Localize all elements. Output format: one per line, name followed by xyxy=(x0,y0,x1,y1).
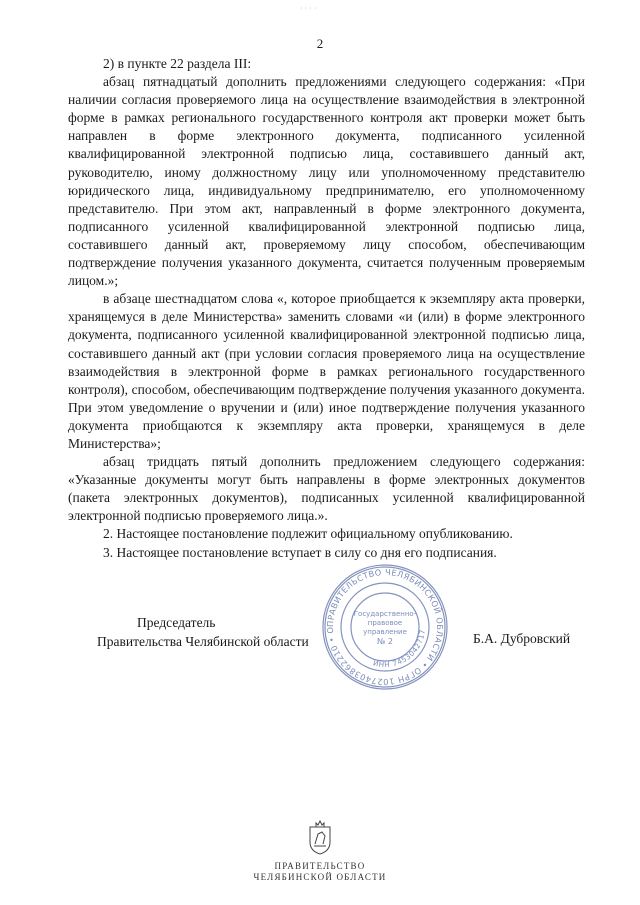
stamp-inner-text: ИНН 7453042717 xyxy=(372,628,427,670)
paragraph-4: абзац тридцать пятый дополнить предложением следующего содержания: «Указанные документы могут быть направлены в форме электронных документов (пакета электронных документов), подписанных усиленной квалифицированной электронной подписью проверяемого лица.». xyxy=(68,454,585,524)
official-stamp xyxy=(320,562,450,692)
stamp-outer-text: ПРАВИТЕЛЬСТВО ЧЕЛЯБИНСКОЙ ОБЛАСТИ • ОГРН 1027403862210 • О xyxy=(324,566,446,688)
page-number: 2 xyxy=(316,36,324,51)
stamp-center-line4: № 2 xyxy=(377,637,393,646)
stamp-center-line1: Государственно- xyxy=(353,610,417,618)
paragraph-3: в абзаце шестнадцатом слова «, которое приобщается к экземпляру акта проверки, хранящемуся в деле Министерства» заменить словами «и (или) в форме электронного документа, подписанного усиленной квалифицированной электронной подписью лица, составившего данный акт (при условии согласия проверяемого лица на осуществление взаимодействия в электронной форме в рамках регионального государственного контроля), способом, обеспечивающим подтверждение получения указанного документа. При этом уведомление о вручении и (или) иное подтверждение получения указанного документа приобщаются к экземпляру акта проверки, хранящемуся в деле Министерства»; xyxy=(68,291,585,451)
coat-of-arms-icon xyxy=(305,818,335,856)
stamp-center-line3: управление xyxy=(363,628,407,636)
footer xyxy=(0,818,640,883)
paragraph-6: 3. Настоящее постановление вступает в силу со дня его подписания. xyxy=(103,544,497,560)
paragraph-1: 2) в пункте 22 раздела III: xyxy=(103,56,252,71)
footer-line2: ЧЕЛЯБИНСКОЙ ОБЛАСТИ xyxy=(253,872,387,882)
signatory-title-line1: Председатель xyxy=(137,615,216,630)
signatory-title-line2: Правительства Челябинской области xyxy=(97,634,309,649)
stamp-seal-icon xyxy=(320,562,450,692)
scan-specks: · · · · xyxy=(300,4,317,13)
paragraph-5: 2. Настоящее постановление подлежит официальному опубликованию. xyxy=(103,526,513,542)
signatory-title xyxy=(97,613,337,651)
stamp-center-line2: правовое xyxy=(367,619,403,627)
signatory-name: Б.А. Дубровский xyxy=(473,631,571,646)
paragraph-2: абзац пятнадцатый дополнить предложениями следующего содержания: «При наличии согласия проверяемого лица на осуществление взаимодействия в электронной форме в рамках регионального государственного контроля акт проверки может быть направлен в форме электронного документа, подписанного усиленной квалифицированной электронной подписью лица, составившего данный акт, руководителю, иному должностному лицу или уполномоченному представителю юридического лица, индивидуальному предпринимателю, его уполномоченному представителю. При этом акт, направленный в форме электронного документа, подписанного усиленной квалифицированной электронной подписью лица, составившего данный акт, проверяемому лицу способом, обеспечивающим подтверждение получения указанного документа, считается полученным проверяемым лицом.»; xyxy=(68,74,585,289)
footer-line1: ПРАВИТЕЛЬСТВО xyxy=(274,861,366,871)
document-body xyxy=(68,55,585,562)
